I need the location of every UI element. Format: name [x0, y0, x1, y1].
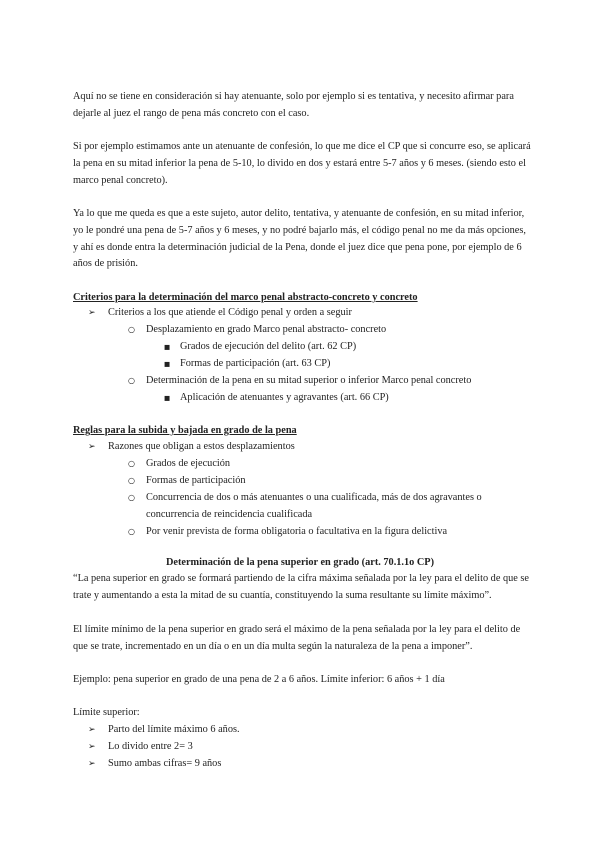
circle-bullet-icon: ○: [128, 459, 135, 468]
list-item: ○ Determinación de la pena en su mitad superior o inferior Marco penal concreto: [128, 373, 471, 390]
circle-bullet-icon: ○: [128, 325, 135, 334]
list-item: ■ Aplicación de atenuantes y agravantes (art. 66 CP): [164, 390, 389, 407]
quote-paragraph-2: El límite mínimo de la pena superior en grado será el máximo de la pena señalada por la ley para el delito de que se trate, incrementado en un día o en un día multa según la naturaleza de la pena a imponer”.: [73, 624, 521, 652]
quote-paragraph-1: “La pena superior en grado se formará partiendo de la cifra máxima señalada por la ley para el delito de que se trate y aumentando a esta la mitad de su cuantía, constituyendo la suma resultante su límite máximo”.: [73, 573, 529, 601]
square-bullet-icon: ■: [164, 343, 171, 351]
square-bullet-icon: ■: [164, 394, 171, 402]
paragraph-1: Aquí no se tiene en consideración si hay atenuante, solo por ejemplo si es tentativa, y necesito afirmar para dejarle al juez el rango de pena más concreto con el caso.: [73, 91, 514, 119]
list-item: ○ Formas de participación: [128, 473, 246, 490]
circle-bullet-icon: ○: [128, 376, 135, 385]
list-item: ➢ Sumo ambas cifras= 9 años: [88, 756, 221, 773]
square-bullet-icon: ■: [164, 360, 171, 368]
upper-limit-label: Límite superior:: [73, 707, 140, 718]
arrow-bullet-icon: ➢: [88, 759, 96, 769]
arrow-bullet-icon: ➢: [88, 442, 96, 452]
list-item: ■ Formas de participación (art. 63 CP): [164, 356, 330, 373]
circle-bullet-icon: ○: [128, 527, 135, 536]
section-title-pena-superior: Determinación de la pena superior en grado (art. 70.1.1o CP): [165, 557, 435, 568]
section-heading-reglas: Reglas para la subida y bajada en grado de la pena: [73, 425, 297, 436]
arrow-bullet-icon: ➢: [88, 742, 96, 752]
list-item: ■ Grados de ejecución del delito (art. 62 CP): [164, 339, 356, 356]
arrow-bullet-icon: ➢: [88, 308, 96, 318]
list-item: ○ Por venir prevista de forma obligatoria o facultativa en la figura delictiva: [128, 524, 447, 541]
arrow-bullet-icon: ➢: [88, 725, 96, 735]
paragraph-2: Si por ejemplo estimamos ante un atenuante de confesión, lo que me dice el CP que si concurre eso, se aplicará la pena en su mitad inferior la pena de 5-10, lo divido en dos y estará entre 5-7 años y 6 meses. (siendo esto el marco penal concreto).: [73, 141, 531, 186]
list-item: ➢ Razones que obligan a estos desplazamientos: [88, 439, 295, 456]
list-item: ➢ Parto del límite máximo 6 años.: [88, 722, 240, 739]
list-item: ○ Desplazamiento en grado Marco penal abstracto- concreto: [128, 322, 386, 339]
paragraph-3: Ya lo que me queda es que a este sujeto, autor delito, tentativa, y atenuante de confesión, en su mitad inferior, yo le pondré una pena de 5-7 años y 6 meses, y no podré bajarlo más, el código penal no me da más opciones, y ahí es donde entra la determinación judicial de la Pena, donde el juez dice que pena pone, por ejemplo de 6 años de prisión.: [73, 208, 526, 270]
list-item: ➢ Lo divido entre 2= 3: [88, 739, 193, 756]
list-item: ○ Concurrencia de dos o más atenuantes o una cualificada, más de dos agravantes o concurrencia de reincidencia cualificada: [128, 492, 482, 520]
circle-bullet-icon: ○: [128, 476, 135, 485]
example-paragraph: Ejemplo: pena superior en grado de una pena de 2 a 6 años. Límite inferior: 6 años + 1 día: [73, 674, 445, 685]
circle-bullet-icon: ○: [128, 493, 135, 502]
list-item: ➢ Criterios a los que atiende el Código penal y orden a seguir: [88, 305, 352, 322]
section-heading-criterios: Criterios para la determinación del marco penal abstracto-concreto y concreto: [73, 292, 418, 303]
list-item: ○ Grados de ejecución: [128, 456, 230, 473]
